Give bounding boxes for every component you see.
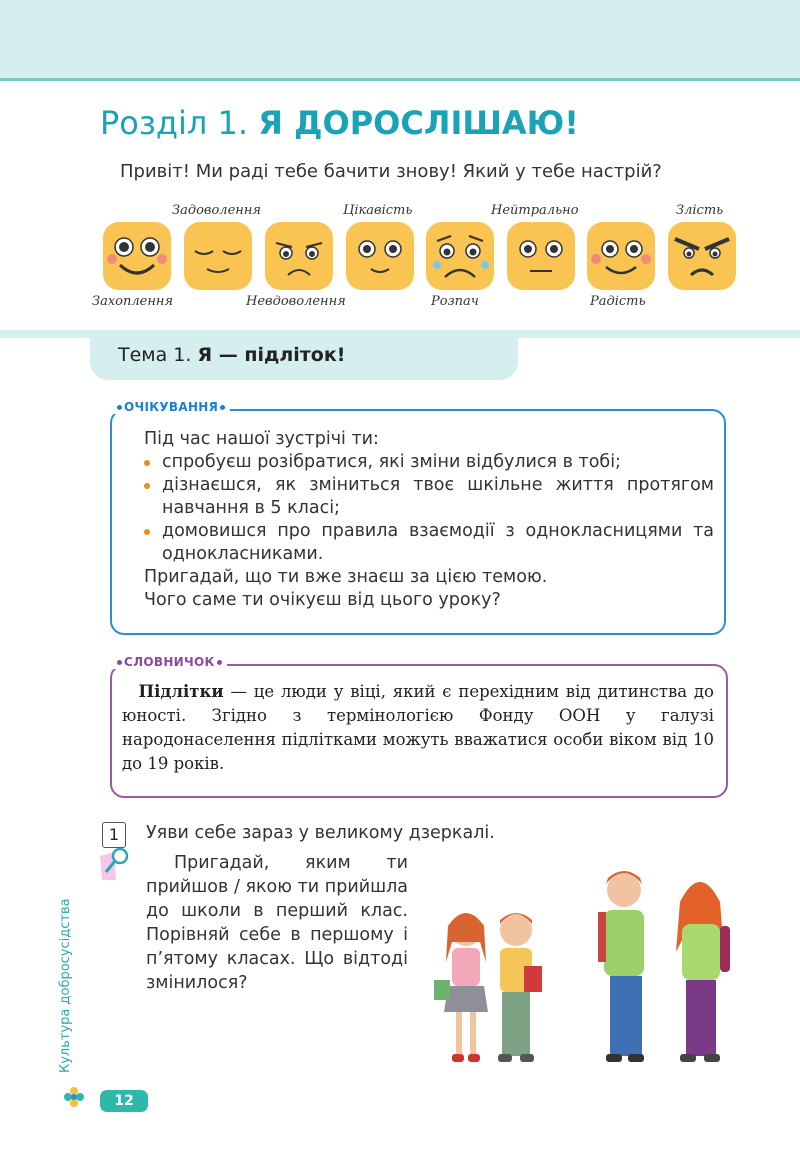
expectations-label: ОЧІКУВАННЯ bbox=[112, 400, 230, 414]
teen-boy-figure bbox=[598, 871, 644, 1062]
teen-girl-figure bbox=[676, 882, 730, 1062]
curious-face-icon bbox=[345, 221, 415, 291]
joy-face-icon bbox=[586, 221, 656, 291]
young-boy-figure bbox=[498, 913, 542, 1062]
glossary-definition bbox=[122, 680, 714, 776]
sidebar-course-title: Культура добросусідства bbox=[58, 898, 73, 1073]
children-illustration bbox=[428, 862, 748, 1072]
greeting-text: Привіт! Ми раді тебе бачити знову! Який у тебе настрій? bbox=[120, 161, 662, 182]
exercise-body: Пригадай, яким ти прийшов / якою ти прийшла до школи в перший клас. Порівняй себе в першому і п’ятому класах. Що відтоді змінилося? bbox=[146, 853, 408, 993]
glossary-definition-text: — це люди у віці, який є перехідним від дитинства до юності. Згідно з термінологією Фонду ООН у галузі народонаселення підлітками можуть вважатися особи віком від 10 до 19 років. bbox=[122, 682, 714, 773]
discontent-face-icon bbox=[264, 221, 334, 291]
expectations-item: домовишся про правила взаємодії з однокласницями та однокласниками. bbox=[144, 520, 714, 566]
emotion-label-despair: Розпач bbox=[431, 294, 479, 309]
emotion-label-joy: Радість bbox=[590, 294, 646, 309]
expectations-item: дізнаєшся, як зміниться твоє шкільне життя протягом навчання в 5 класі; bbox=[144, 474, 714, 520]
emotion-label-neutral: Нейтрально bbox=[491, 203, 579, 218]
page-number: 12 bbox=[100, 1090, 148, 1112]
emotion-label-curiosity: Цікавість bbox=[343, 203, 413, 218]
expectations-outro-2: Чого саме ти очікуєш від цього уроку? bbox=[144, 590, 501, 610]
expectations-item: спробуєш розібратися, які зміни відбулися в тобі; bbox=[144, 451, 714, 474]
emotion-label-anger: Злість bbox=[676, 203, 724, 218]
glossary-term: Підлітки bbox=[138, 682, 224, 701]
emotion-label-excitement: Захоплення bbox=[92, 294, 174, 309]
angry-face-icon bbox=[667, 221, 737, 291]
glossary-label: СЛОВНИЧОК bbox=[112, 655, 227, 669]
theme-title: Тема 1. Я — підліток! bbox=[118, 344, 346, 366]
exercise-number: 1 bbox=[102, 822, 126, 848]
expectations-intro: Під час нашої зустрічі ти: bbox=[144, 429, 379, 449]
neutral-face-icon bbox=[506, 221, 576, 291]
emotion-label-satisfaction: Задоволення bbox=[172, 203, 262, 218]
expectations-outro-1: Пригадай, що ти вже знаєш за цією темою. bbox=[144, 567, 548, 587]
chapter-title: Розділ 1. Я ДОРОСЛІШАЮ! bbox=[100, 104, 579, 142]
flower-logo-icon bbox=[63, 1086, 85, 1108]
emotion-label-discontent: Невдоволення bbox=[246, 294, 346, 309]
excited-face-icon bbox=[102, 221, 172, 291]
expectations-content bbox=[144, 428, 714, 612]
satisfied-face-icon bbox=[183, 221, 253, 291]
young-girl-figure bbox=[434, 913, 488, 1062]
magnifier-icon bbox=[98, 846, 132, 882]
despair-face-icon bbox=[425, 221, 495, 291]
header-band bbox=[0, 0, 800, 81]
exercise-first-line: Уяви себе зараз у великому дзеркалі. bbox=[146, 823, 495, 843]
